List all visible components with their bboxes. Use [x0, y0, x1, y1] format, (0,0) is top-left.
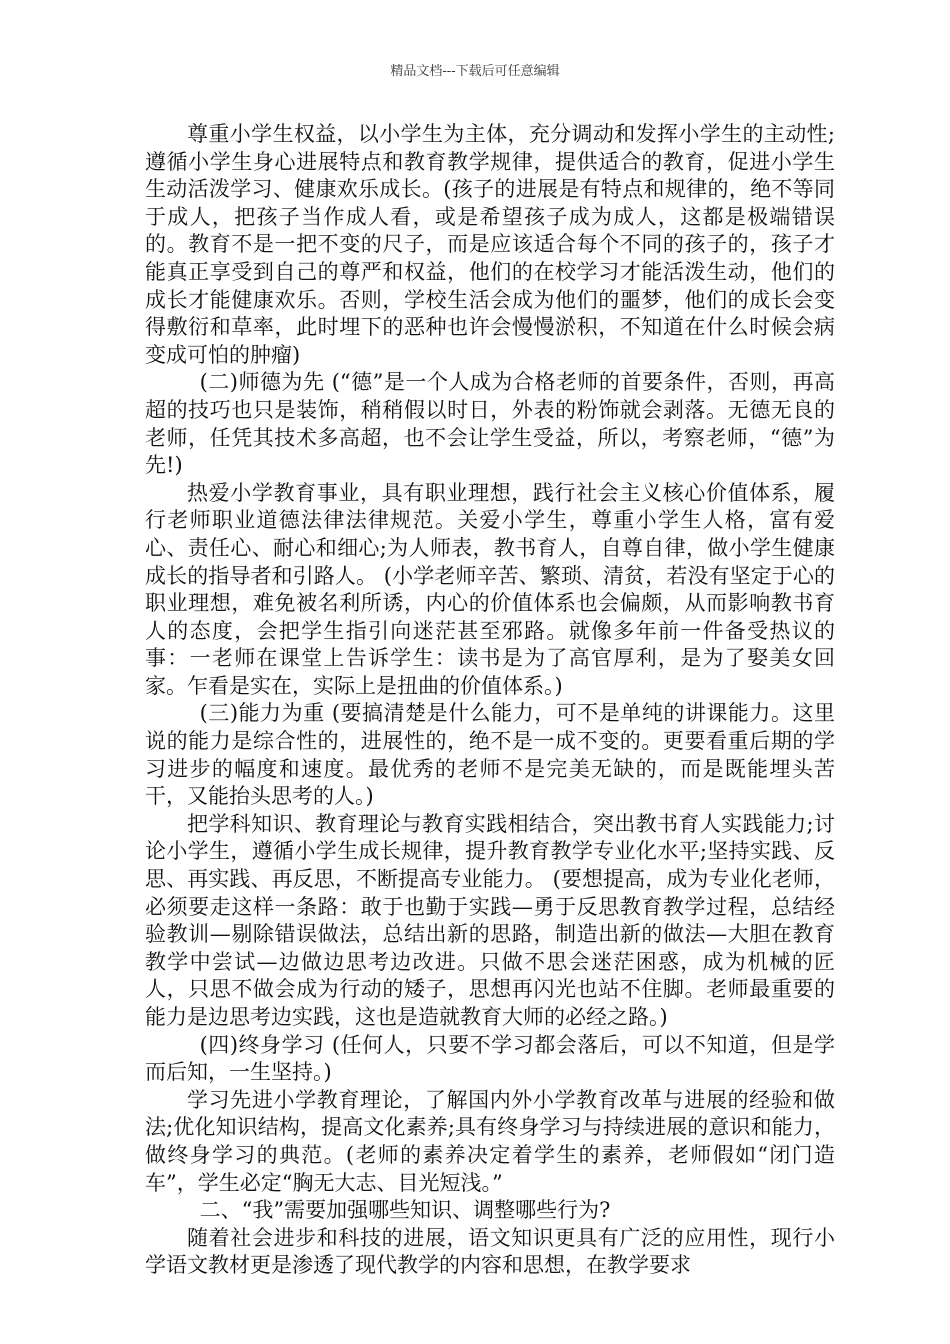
page-header: 精品文档---下载后可任意编辑 — [390, 64, 560, 79]
section-heading-two: 二、“我”需要加强哪些知识、调整哪些行为? — [199, 1198, 611, 1223]
paragraph-ability-important: (三)能力为重 (要搞清楚是什么能力，可不是单纯的讲课能力。这里说的能力是综合性的，进展性的，绝不是一成不变的。更要看重后期的学习进步的幅度和速度。最优秀的老师不是完美无缺的，而是既能埋头苦干，又能抬头思考的人。) — [145, 701, 835, 809]
paragraph-student-rights: 尊重小学生权益，以小学生为主体，充分调动和发挥小学生的主动性;遵循小学生身心进展特点和教育教学规律，提供适合的教育，促进小学生生动活泼学习、健康欢乐成长。(孩子的进展是有特点和规律的，绝不等同于成人，把孩子当作成人看，或是希望孩子成为成人，这都是极端错误的。教育不是一把不变的尺子，而是应该适合每个不同的孩子的，孩子才能真正享受到自己的尊严和权益，他们的在校学习才能活泼生动，他们的成长才能健康欢乐。否则，学校生活会成为他们的噩梦，他们的成长会变得敷衍和草率，此时埋下的恶种也许会慢慢淤积，不知道在什么时候会病变成可怕的肿瘤) — [145, 122, 835, 367]
document-body — [145, 121, 835, 1280]
paragraph-lifelong-learning: (四)终身学习 (任何人，只要不学习都会落后，可以不知道，但是学而后知，一生坚持。) — [145, 1032, 835, 1085]
paragraph-love-education: 热爱小学教育事业，具有职业理想，践行社会主义核心价值体系，履行老师职业道德法律法律规范。关爱小学生，尊重小学生人格，富有爱心、责任心、耐心和细心;为人师表，教书育人，自尊自律，做小学生健康成长的指导者和引路人。 (小学老师辛苦、繁琐、清贫，若没有坚定于心的职业理想，难免被名利所诱，内心的价值体系也会偏颇，从而影响教书育人的态度，会把学生指引向迷茫甚至邪路。就像多年前一件备受热议的事：一老师在课堂上告诉学生：读书是为了高官厚利，是为了娶美女回家。乍看是实在，实际上是扭曲的价值体系。) — [145, 480, 835, 698]
paragraph-practice-reflection: 把学科知识、教育理论与教育实践相结合，突出教书育人实践能力;讨论小学生，遵循小学生成长规律，提升教育教学专业化水平;坚持实践、反思、再实践、再反思，不断提高专业能力。 (要想提高，成为专业化老师，必须要走这样一条路：敢于也勤于实践—勇于反思教育教学过程，总结经验教训—剔除错误做法，总结出新的思路，制造出新的做法—大胆在教育教学中尝试—边做边思考边改进。只做不思会迷茫困惑，成为机械的匠人，只思不做会成为行动的矮子，思想再闪光也站不住脚。老师最重要的能力是边思考边实践，这也是造就教育大师的必经之路。) — [145, 811, 835, 1029]
paragraph-learn-advanced-theory: 学习先进小学教育理论，了解国内外小学教育改革与进展的经验和做法;优化知识结构，提高文化素养;具有终身学习与持续进展的意识和能力，做终身学习的典范。(老师的素养决定着学生的素养，老师假如“闭门造车”，学生必定“胸无大志、目光短浅。” — [145, 1087, 835, 1195]
paragraph-social-progress: 随着社会进步和科技的进展，语文知识更具有广泛的应用性，现行小学语文教材更是渗透了现代教学的内容和思想，在教学要求 — [145, 1225, 835, 1278]
paragraph-ethics-first: (二)师德为先 (“德”是一个人成为合格老师的首要条件，否则，再高超的技巧也只是装饰，稍稍假以时日，外表的粉饰就会剥落。无德无良的老师，任凭其技术多高超，也不会让学生受益，所以，考察老师，“德”为先!) — [145, 370, 835, 478]
